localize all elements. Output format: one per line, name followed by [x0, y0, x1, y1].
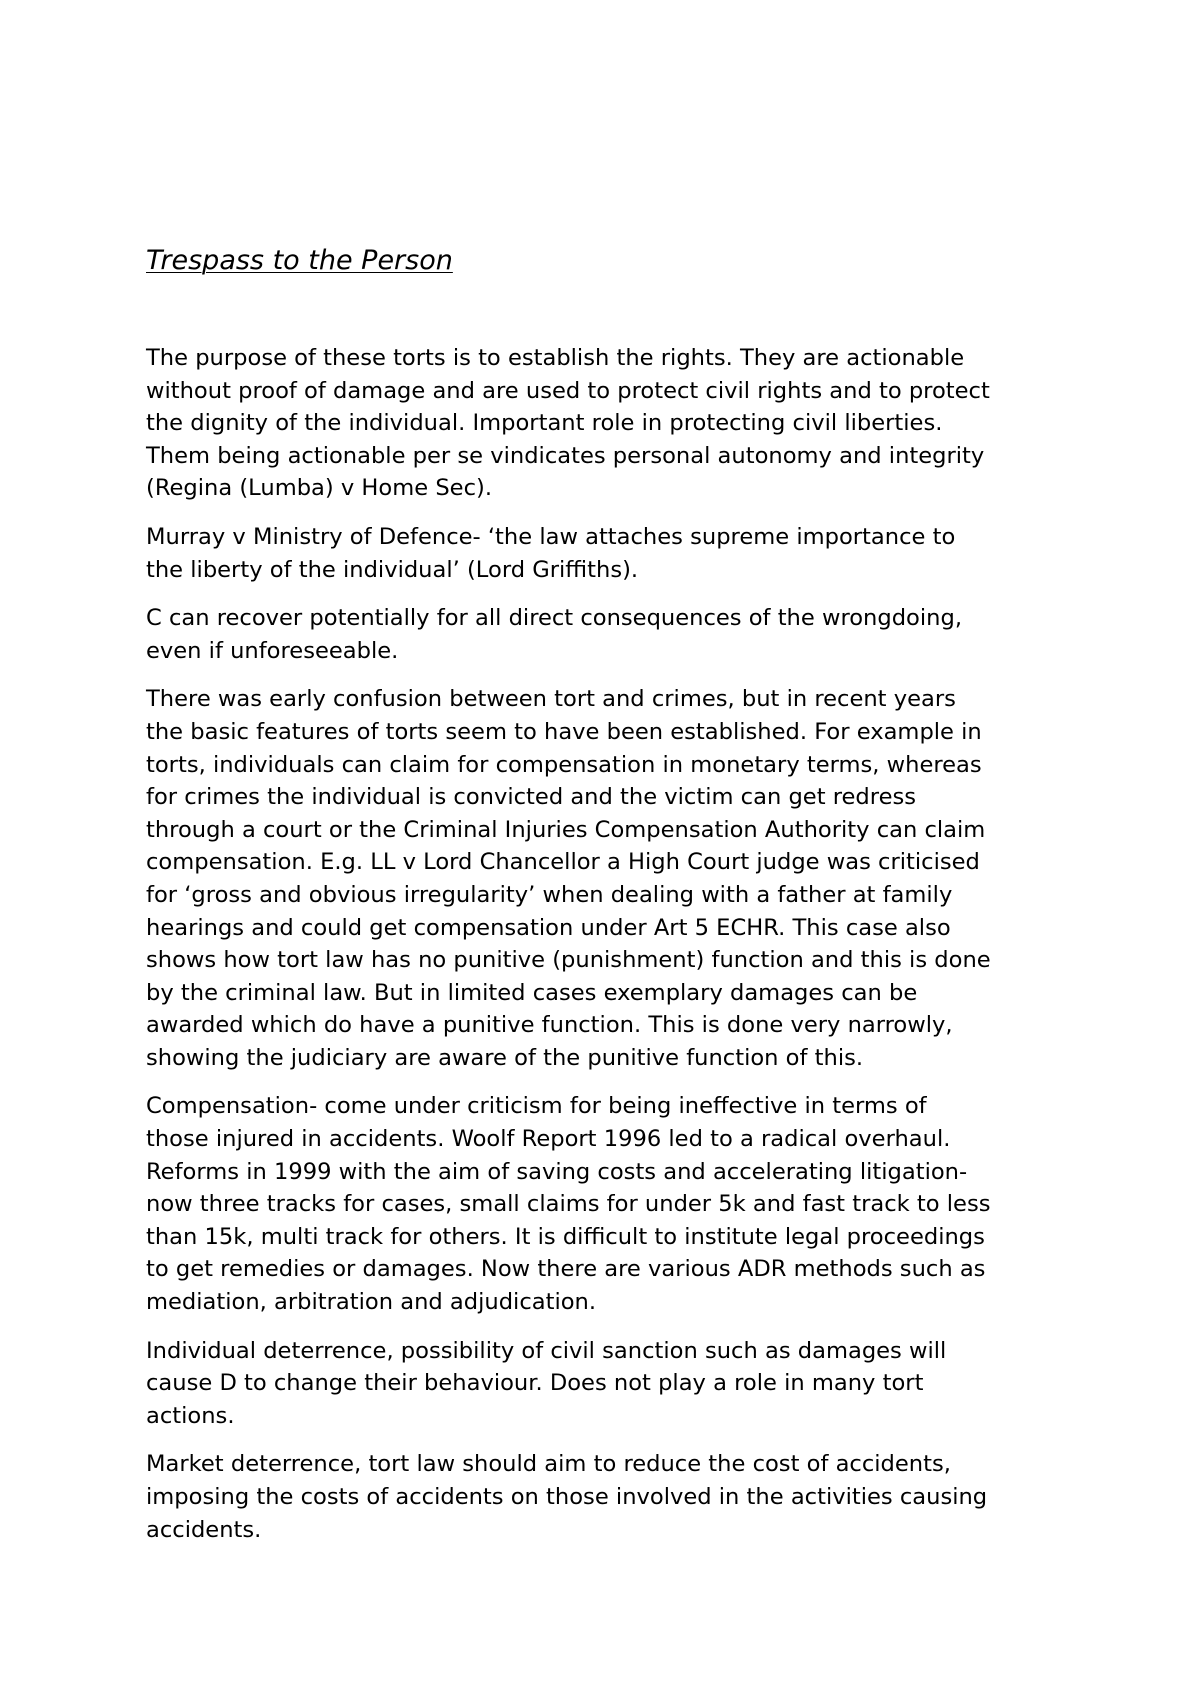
text-line: There was early confusion between tort and crimes, but in recent years [146, 686, 956, 713]
text-line: through a court or the Criminal Injuries Compensation Authority can claim [146, 816, 986, 843]
paragraph [146, 683, 1066, 1074]
text-line: for ‘gross and obvious irregularity’ when dealing with a father at family [146, 881, 953, 908]
text-line: compensation. E.g. LL v Lord Chancellor a High Court judge was criticised [146, 849, 980, 876]
document-title: Trespass to the Person [146, 245, 453, 276]
text-line: for crimes the individual is convicted and the victim can get redress [146, 784, 917, 811]
text-line: the basic features of torts seem to have been established. For example in [146, 718, 982, 745]
paragraph [146, 602, 1066, 667]
text-line: hearings and could get compensation under Art 5 ECHR. This case also [146, 914, 951, 941]
text-line: The purpose of these torts is to establish the rights. They are actionable [146, 345, 965, 371]
text-line: than 15k, multi track for others. It is difficult to institute legal proceedings [146, 1223, 985, 1250]
text-line: the dignity of the individual. Important role in protecting civil liberties. [146, 410, 943, 437]
text-line: C can recover potentially for all direct consequences of the wrongdoing, [146, 605, 963, 632]
paragraph [146, 1448, 1066, 1546]
text-line: Compensation- come under criticism for being ineffective in terms of [146, 1093, 927, 1120]
document-body [146, 342, 1066, 1546]
text-line: awarded which do have a punitive function. This is done very narrowly, [146, 1012, 953, 1039]
paragraph [146, 521, 1066, 586]
paragraph [146, 342, 1066, 505]
text-line: Market deterrence, tort law should aim to reduce the cost of accidents, [146, 1451, 951, 1478]
text-line: torts, individuals can claim for compensation in monetary terms, whereas [146, 751, 982, 778]
text-line: those injured in accidents. Woolf Report 1996 led to a radical overhaul. [146, 1126, 951, 1153]
text-line: imposing the costs of accidents on those involved in the activities causing [146, 1484, 988, 1510]
text-line: shows how tort law has no punitive (punishment) function and this is done [146, 947, 991, 974]
text-line: Murray v Ministry of Defence- ‘the law attaches supreme importance to [146, 523, 956, 550]
text-line: accidents. [146, 1516, 262, 1543]
text-line: (Regina (Lumba) v Home Sec). [146, 475, 492, 502]
text-line: to get remedies or damages. Now there are various ADR methods such as [146, 1256, 986, 1283]
text-line: Reforms in 1999 with the aim of saving costs and accelerating litigation- [146, 1158, 968, 1185]
document-page [146, 238, 1066, 1562]
paragraph [146, 1090, 1066, 1318]
text-line: now three tracks for cases, small claims for under 5k and fast track to less [146, 1191, 991, 1218]
text-line: Individual deterrence, possibility of civil sanction such as damages will [146, 1337, 947, 1364]
text-line: the liberty of the individual’ (Lord Griffiths). [146, 556, 639, 583]
text-line: Them being actionable per se vindicates personal autonomy and integrity [146, 442, 985, 469]
text-line: even if unforeseeable. [146, 637, 399, 664]
text-line: actions. [146, 1402, 235, 1429]
text-line: by the criminal law. But in limited cases exemplary damages can be [146, 979, 918, 1006]
text-line: cause D to change their behaviour. Does not play a role in many tort [146, 1370, 924, 1397]
text-line: showing the judiciary are aware of the punitive function of this. [146, 1044, 864, 1071]
text-line: mediation, arbitration and adjudication. [146, 1289, 597, 1316]
text-line: without proof of damage and are used to protect civil rights and to protect [146, 377, 990, 404]
paragraph [146, 1335, 1066, 1433]
